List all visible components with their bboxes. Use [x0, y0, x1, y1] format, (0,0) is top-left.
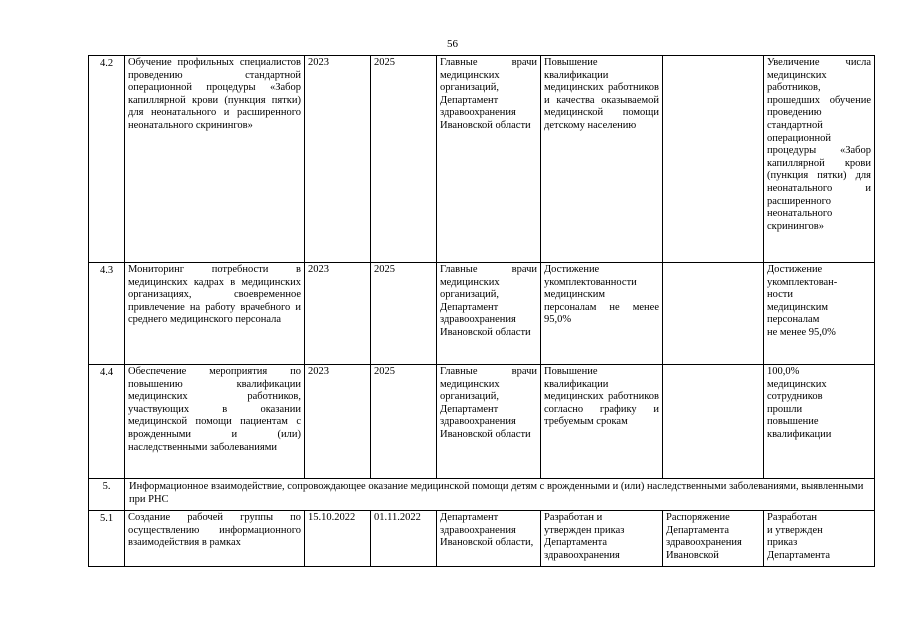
- document-cell: [663, 56, 764, 263]
- indicator-cell: 100,0% медицинских сотрудников прошли повышение квалификации: [764, 365, 875, 479]
- end-year-cell: 2025: [371, 56, 437, 263]
- table-row: [89, 56, 875, 263]
- indicator-cell: Разработан и утвержден приказ Департамента: [764, 511, 875, 567]
- start-year-cell: 2023: [305, 365, 371, 479]
- section-row: [89, 479, 875, 511]
- start-year-cell: 2023: [305, 56, 371, 263]
- measure-cell: Обеспечение мероприятия по повышению квалификации медицинских работников, участвующих в оказании медицинской помощи пациентам с врожденными и (или) наследственными заболеваниями: [125, 365, 305, 479]
- table-row: [89, 511, 875, 567]
- result-cell: Повышение квалификации медицинских работников и качества оказываемой медицинской помощи детскому населению: [541, 56, 663, 263]
- row-number: 4.2: [89, 56, 125, 263]
- table-row: [89, 263, 875, 365]
- responsible-cell: Департамент здравоохранения Ивановской области,: [437, 511, 541, 567]
- document-cell: [663, 365, 764, 479]
- row-number: 5.1: [89, 511, 125, 567]
- result-cell: Разработан и утвержден приказ Департамента здравоохранения: [541, 511, 663, 567]
- section-number: 5.: [89, 479, 125, 511]
- measure-cell: Мониторинг потребности в медицинских кадрах в медицинских организациях, своевременное привлечение на работу врачебного и среднего медицинского персонала: [125, 263, 305, 365]
- result-cell: Повышение квалификации медицинских работников согласно графику и требуемым срокам: [541, 365, 663, 479]
- measure-cell: Создание рабочей группы по осуществлению информационного взаимодействия в рамках: [125, 511, 305, 567]
- result-cell: Достижение укомплектованности медицинским персоналам не менее 95,0%: [541, 263, 663, 365]
- table-row: [89, 365, 875, 479]
- indicator-cell: Достижение укомплектован- ности медицинским персоналам не менее 95,0%: [764, 263, 875, 365]
- end-year-cell: 2025: [371, 365, 437, 479]
- measure-cell: Обучение профильных специалистов проведению стандартной операционной процедуры «Забор капиллярной крови (пункция пятки) для неонатального и расширенного неонатального скринингов»: [125, 56, 305, 263]
- plan-table: [88, 55, 875, 567]
- row-number: 4.4: [89, 365, 125, 479]
- row-number: 4.3: [89, 263, 125, 365]
- document-cell: [663, 263, 764, 365]
- page-number: 56: [447, 38, 458, 50]
- responsible-cell: Главные врачи медицинских организаций, Департамент здравоохранения Ивановской области: [437, 56, 541, 263]
- indicator-cell: Увеличение числа медицинских работников, прошедших обучение проведению стандартной операционной процедуры «Забор капиллярной крови (пункция пятки) для неонатального и расширенного неонатального скринингов»: [764, 56, 875, 263]
- start-date-cell: 15.10.2022: [305, 511, 371, 567]
- responsible-cell: Главные врачи медицинских организаций, Департамент здравоохранения Ивановской области: [437, 365, 541, 479]
- start-year-cell: 2023: [305, 263, 371, 365]
- end-year-cell: 2025: [371, 263, 437, 365]
- end-date-cell: 01.11.2022: [371, 511, 437, 567]
- responsible-cell: Главные врачи медицинских организаций, Департамент здравоохранения Ивановской области: [437, 263, 541, 365]
- section-title: Информационное взаимодействие, сопровождающее оказание медицинской помощи детям с врожденными и (или) наследственными заболеваниями, выявленными при РНС: [125, 479, 875, 511]
- document-cell: Распоряжение Департамента здравоохранения Ивановской: [663, 511, 764, 567]
